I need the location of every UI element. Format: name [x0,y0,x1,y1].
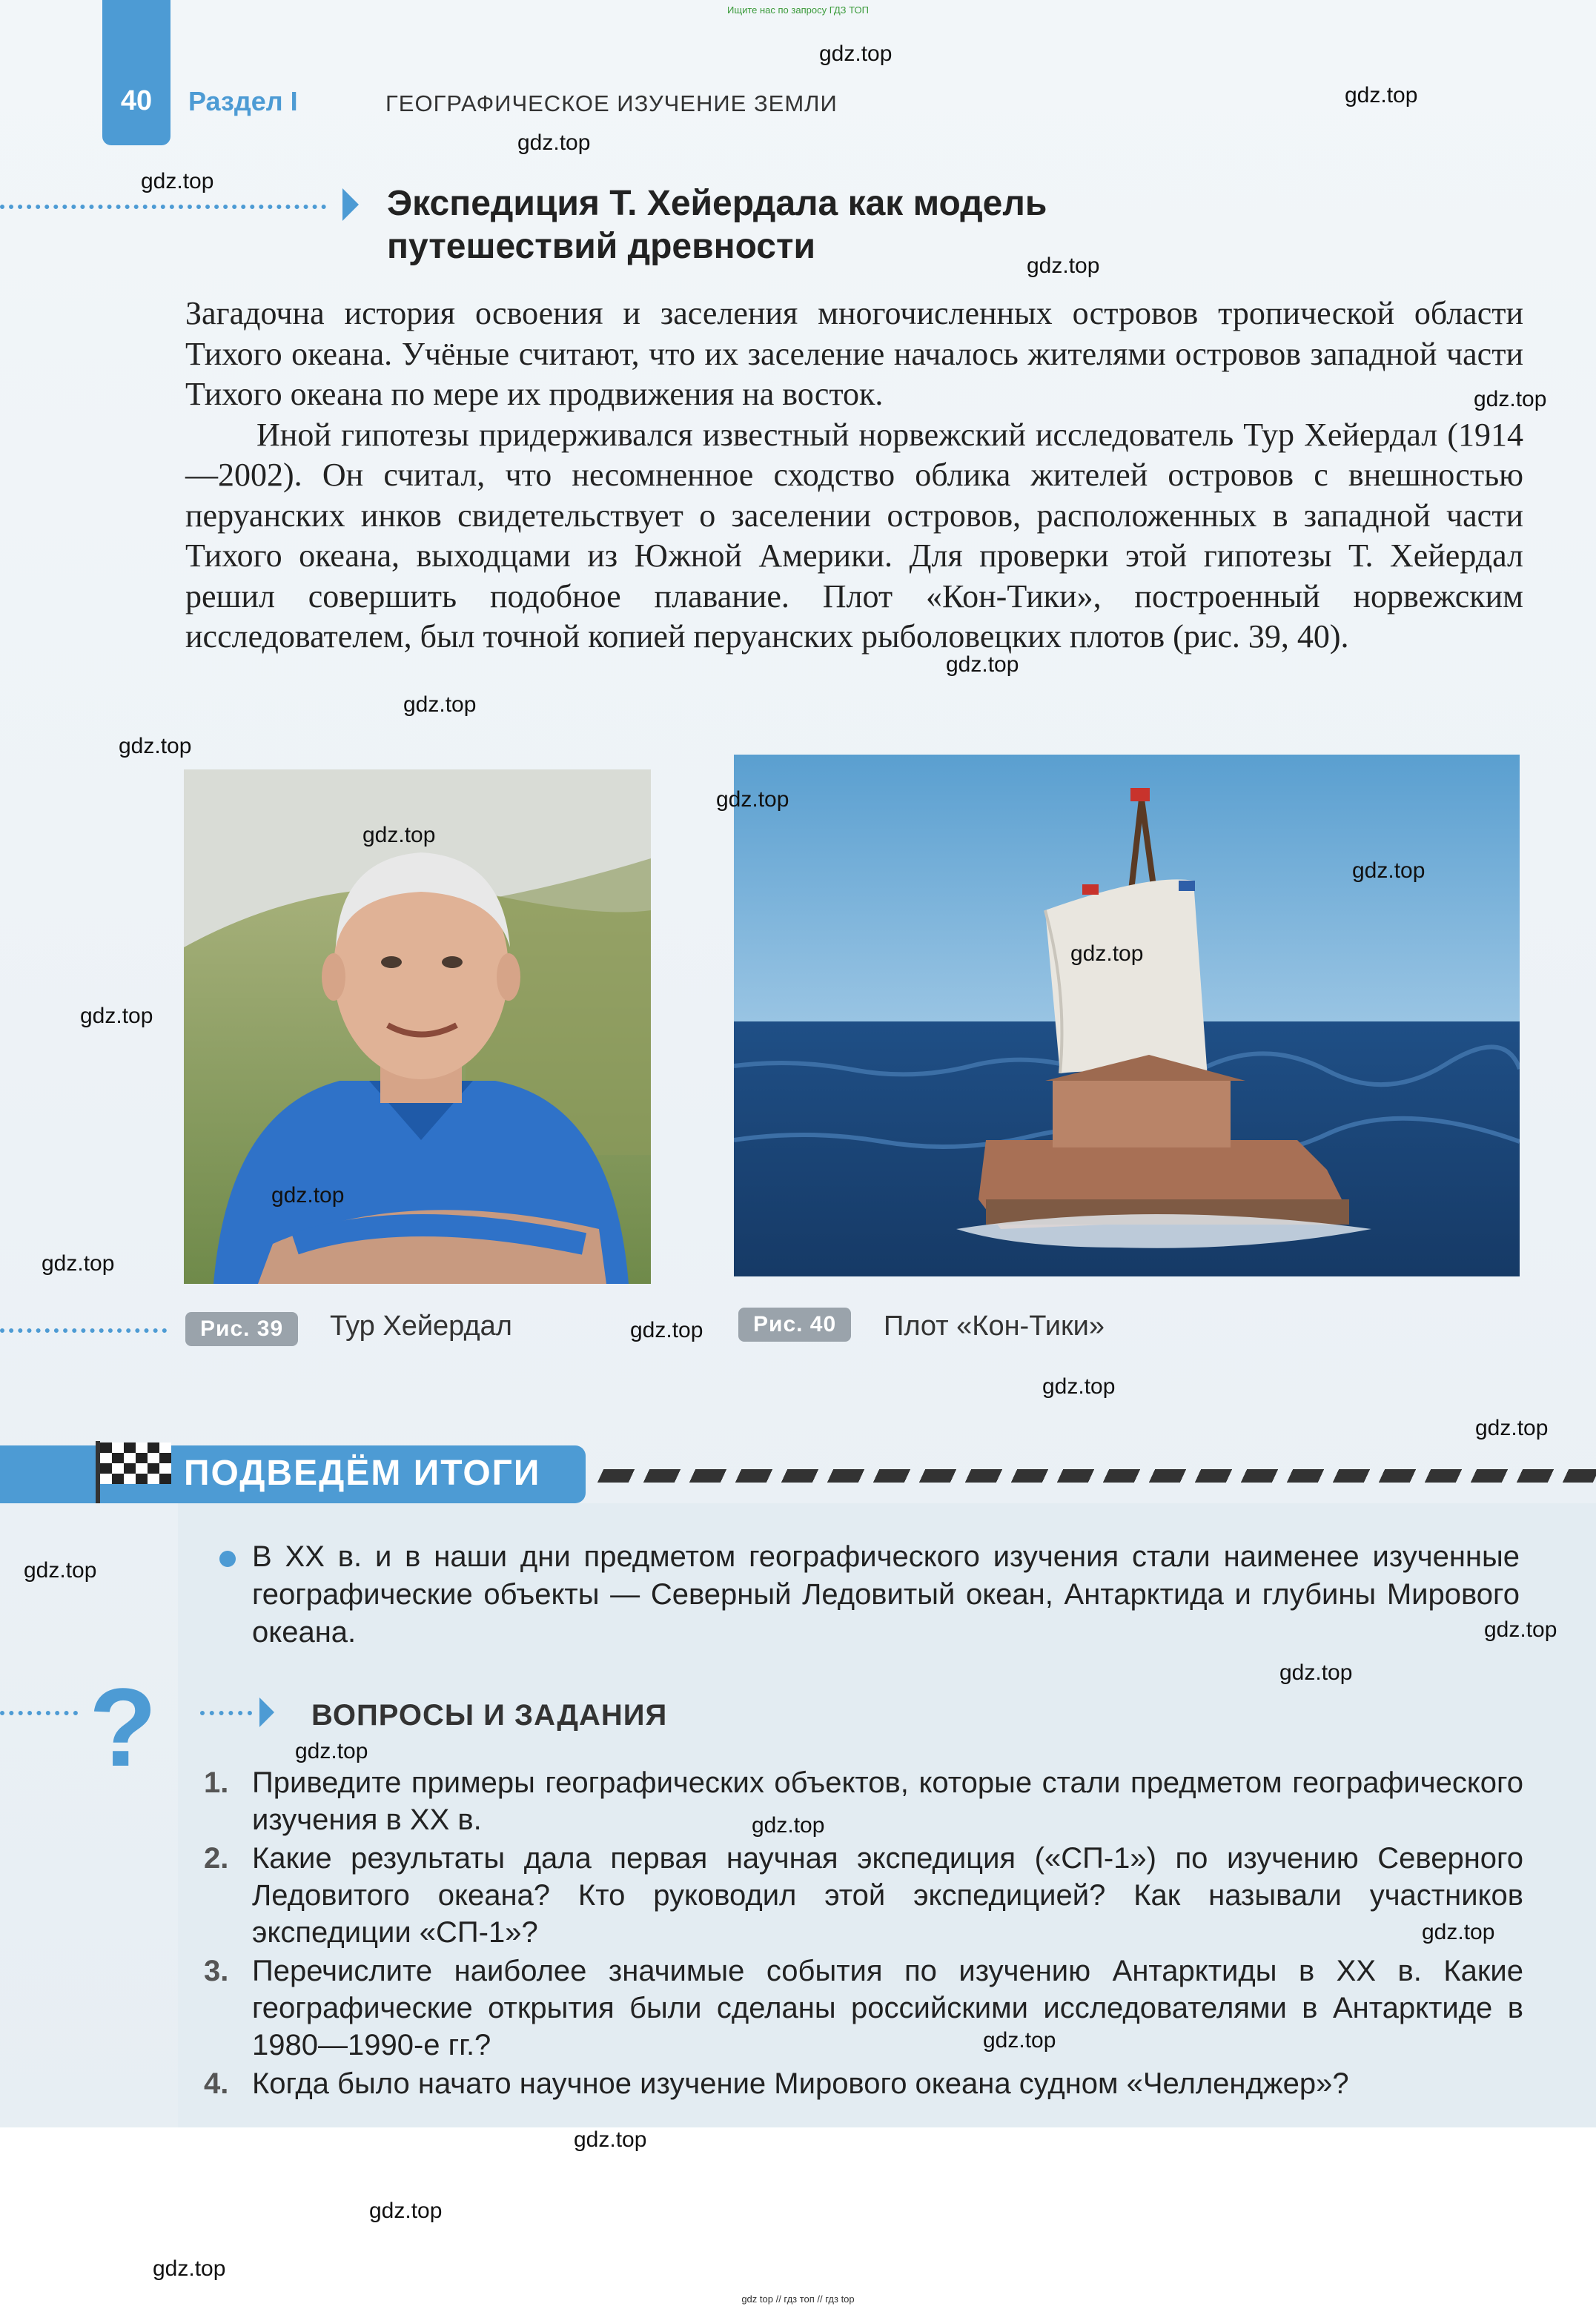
watermark: gdz.top [630,1318,703,1342]
section-heading [387,182,1277,268]
question-mark-icon: ? [89,1665,157,1789]
top-notice: Ищите нас по запросу ГДЗ ТОП [727,4,869,16]
questions-arrow-icon [259,1697,274,1727]
section-label: Раздел I [188,86,298,116]
watermark: gdz.top [946,652,1019,677]
watermark: gdz.top [42,1251,115,1276]
watermark: gdz.top [1279,1660,1353,1685]
question-item [204,1952,1523,2064]
watermark: gdz.top [1474,387,1547,411]
paragraph-2: Иной гипотезы придерживался известный норвежский исследователь Тур Хейердал (1914—2002). Он считал, что несомненное сходство облика жителей островов с внешностью перуанских инков свидетельствует о заселении островов, расположенных в западной части Тихого океана, выходцами из Южной Америки. Для проверки этой гипотезы Т. Хейердал решил совершить подобное плавание. Плот «Кон-Тики», построенный норвежским исследователем, был точной копией перуанских рыболовецких плотов (рис. 39, 40). [185,416,1523,655]
heading-line-2: путешествий древности [387,227,815,266]
figure-39-badge: Рис. 39 [185,1312,298,1346]
question-item [204,2065,1523,2102]
watermark: gdz.top [80,1004,153,1028]
questions-list [204,1764,1523,2104]
raft-illustration [734,755,1520,1276]
question-number: 2. [204,1842,229,1875]
summary-dashed-line [597,1469,1596,1483]
page-number-tab [102,0,170,145]
watermark: gdz.top [1070,941,1144,966]
watermark: gdz.top [1352,858,1426,883]
caption-dotted-line [0,1328,167,1333]
body-text [185,294,1523,658]
watermark: gdz.top [369,2199,443,2223]
question-text: Приведите примеры географических объектов, которые стали предметом географического изучения в XX в. [252,1766,1523,1836]
question-number: 3. [204,1955,229,1987]
page-number: 40 [120,85,153,116]
watermark: gdz.top [119,734,192,758]
watermark: gdz.top [24,1558,97,1583]
watermark: gdz.top [716,787,789,812]
chapter-title: ГЕОГРАФИЧЕСКОЕ ИЗУЧЕНИЕ ЗЕМЛИ [385,90,838,116]
paragraph-1: Загадочна история освоения и заселения многочисленных островов тропической области Тихого океана. Учёные считают, что их заселение началось жителями островов западной части Тихого океана по мере их продвижения на восток. [185,295,1523,412]
summary-text: В XX в. и в наши дни предметом географического изучения стали наименее изученные географические объекты — Северный Ледовитый океан, Антарктида и глубины Мирового океана. [252,1540,1520,1649]
watermark: gdz.top [517,130,591,155]
question-text: Перечислите наиболее значимые события по изучению Антарктиды в XX в. Какие географические открытия были сделаны российскими исследователями в Антарктиде в 1980—1990-е гг.? [252,1955,1523,2061]
questions-title: ВОПРОСЫ И ЗАДАНИЯ [311,1699,668,1732]
watermark: gdz.top [819,42,893,66]
watermark: gdz.top [983,2028,1056,2053]
question-item [204,1840,1523,1951]
figure-40-badge: Рис. 40 [738,1308,851,1342]
footer-note: gdz top // гдз топ // гдз top [741,2293,855,2305]
watermark: gdz.top [153,2256,226,2281]
watermark: gdz.top [271,1183,345,1208]
question-number: 4. [204,2067,229,2100]
watermark: gdz.top [1475,1416,1549,1440]
photo-kon-tiki-raft [734,755,1520,1276]
question-number: 1. [204,1766,229,1799]
questions-dotted-line-left [0,1711,78,1715]
questions-dotted-line-right [200,1711,252,1715]
watermark: gdz.top [574,2127,647,2152]
watermark: gdz.top [362,823,436,847]
summary-bullet-icon [219,1551,236,1567]
watermark: gdz.top [1042,1374,1116,1399]
watermark: gdz.top [141,169,214,193]
heading-arrow-icon [342,188,359,221]
heading-line-1: Экспедиция Т. Хейердала как модель [387,184,1047,223]
heading-dotted-line [0,205,326,209]
watermark: gdz.top [1345,83,1418,107]
question-item [204,1764,1523,1838]
watermark: gdz.top [1484,1617,1557,1642]
watermark: gdz.top [1027,254,1100,278]
figure-39-caption: Тур Хейердал [330,1311,512,1342]
figure-40-caption: Плот «Кон-Тики» [884,1311,1105,1342]
watermark: gdz.top [403,692,477,717]
watermark: gdz.top [1422,1920,1495,1944]
question-text: Какие результаты дала первая научная экспедиция («СП-1») по изучению Северного Ледовитого океана? Кто руководил этой экспедицией? Как называли участников экспедиции «СП-1»? [252,1842,1523,1949]
watermark: gdz.top [295,1739,368,1763]
bottom-margin [0,2127,1596,2312]
summary-title: ПОДВЕДЁМ ИТОГИ [184,1454,541,1493]
question-text: Когда было начато научное изучение Мирового океана судном «Челленджер»? [252,2067,1349,2100]
checkered-flag-icon [93,1438,172,1505]
watermark: gdz.top [752,1813,825,1838]
